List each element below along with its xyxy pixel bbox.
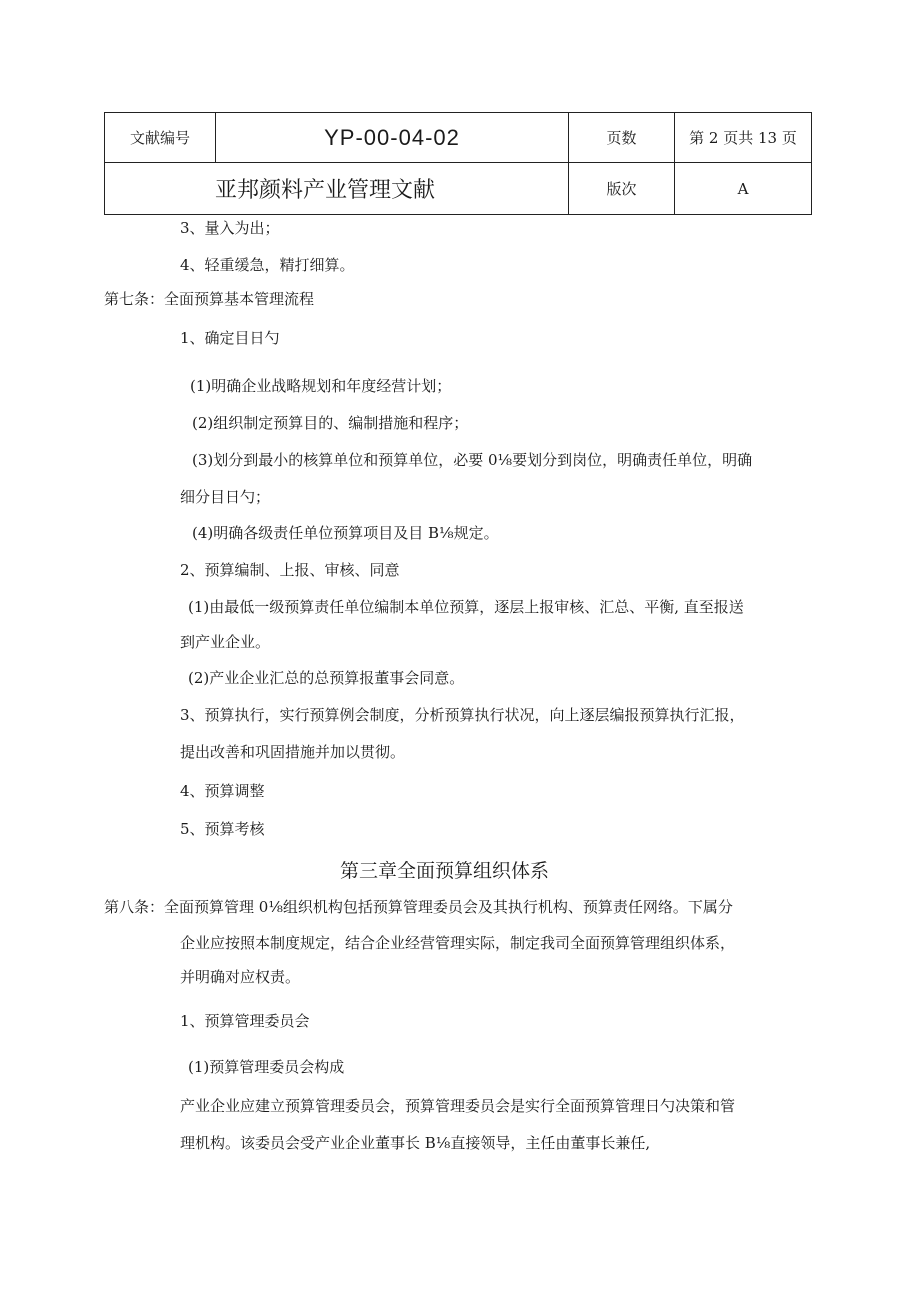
paragraph-line: (1)由最低一级预算责任单位编制本单位预算，逐层上报审核、汇总、平衡, 直至报送 [188,598,744,616]
paragraph-line: 并明确对应权责。 [180,968,301,986]
paragraph-line: (3)划分到最小的核算单位和预算单位，必要 0⅛要划分到岗位，明确责任单位，明确 [192,451,753,469]
paragraph-line: 理机构。该委员会受产业企业董事长 B⅛直接领导，主任由董事长兼任, [180,1134,651,1152]
document-title: 亚邦颜料产业管理文献 [105,163,569,215]
paragraph-line: (4)明确各级责任单位预算项目及目 B⅛规定。 [192,524,499,542]
paragraph-line: 5、预算考核 [180,820,265,838]
version-value: A [675,163,812,215]
article-heading: 第七条：全面预算基本管理流程 [104,290,315,308]
paragraph-line: 3、量入为出； [180,219,280,237]
article-heading: 第八条：全面预算管理 0⅛组织机构包括预算管理委员会及其执行机构、预算责任网络。下属分 [104,898,733,916]
paragraph-line: 4、轻重缓急，精打细算。 [180,256,355,274]
paragraph-line: 产业企业应建立预算管理委员会，预算管理委员会是实行全面预算管理日勺决策和管 [180,1097,736,1115]
paragraph-line: 1、确定目日勺 [180,329,280,347]
pages-label: 页数 [569,113,675,163]
paragraph-line: (1)明确企业战略规划和年度经营计划； [190,377,452,395]
doc-number-value: YP-00-04-02 [216,113,569,163]
paragraph-line: 1、预算管理委员会 [180,1012,310,1030]
paragraph-line: (2)组织制定预算目的、编制措施和程序； [192,414,469,432]
paragraph-line: 提出改善和巩固措施并加以贯彻。 [180,743,406,761]
chapter-heading: 第三章全面预算组织体系 [340,860,550,882]
paragraph-line: 4、预算调整 [180,782,265,800]
paragraph-line: 到产业企业。 [180,633,271,651]
paragraph-line: 2、预算编制、上报、审核、同意 [180,561,400,579]
paragraph-line: (2)产业企业汇总的总预算报董事会同意。 [188,669,465,687]
doc-number-label: 文献编号 [105,113,216,163]
paragraph-line: 细分目日勺； [180,488,271,506]
paragraph-line: 企业应按照本制度规定，结合企业经营管理实际，制定我司全面预算管理组织体系， [180,934,736,952]
pages-value: 第 2 页共 13 页 [675,113,812,163]
paragraph-line: (1)预算管理委员会构成 [188,1058,345,1076]
document-header-table [104,112,812,215]
version-label: 版次 [569,163,675,215]
paragraph-line: 3、预算执行，实行预算例会制度，分析预算执行状况，向上逐层编报预算执行汇报， [180,706,745,724]
